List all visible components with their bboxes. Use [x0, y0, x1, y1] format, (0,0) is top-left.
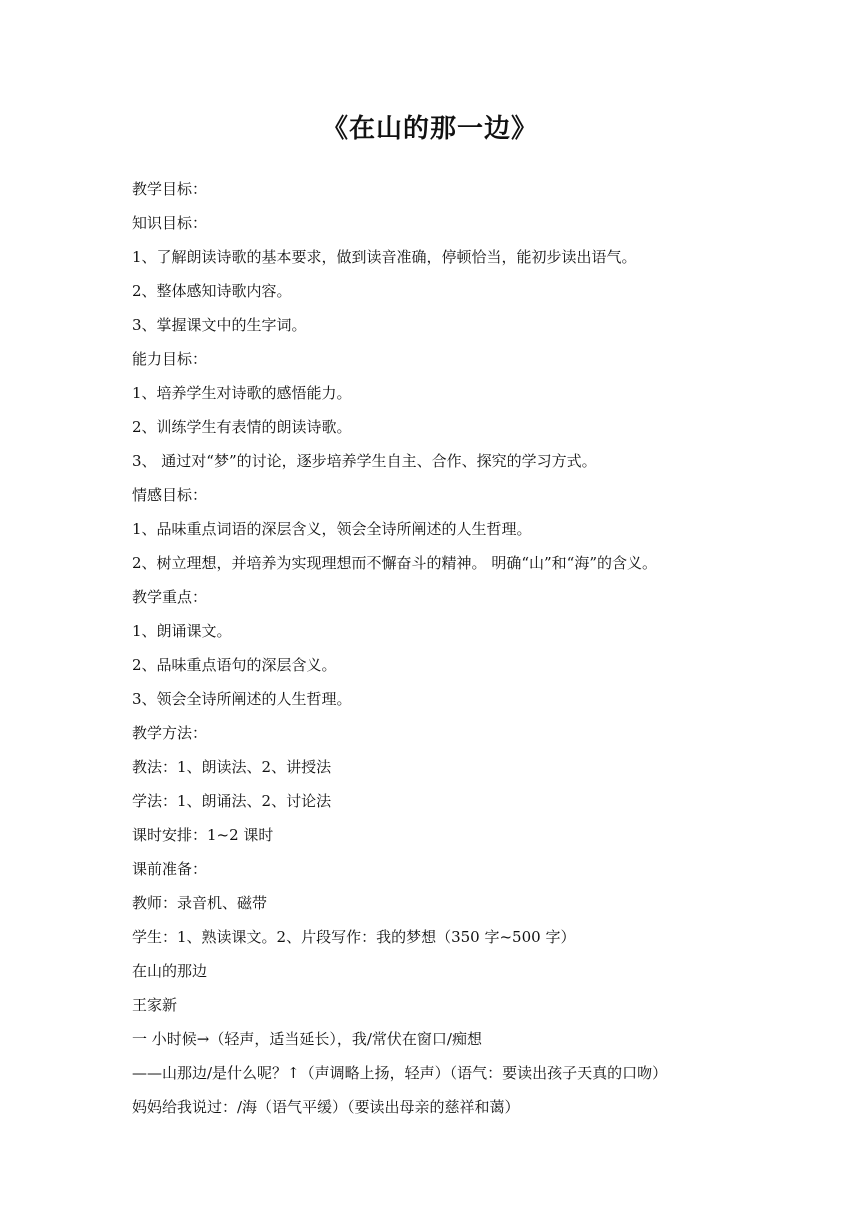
- text-line: 3、掌握课文中的生字词。: [132, 316, 307, 334]
- text-line: 3、领会全诗所阐述的人生哲理。: [132, 690, 352, 708]
- text-line: 教学目标：: [132, 180, 208, 198]
- text-line: 王家新: [132, 996, 178, 1014]
- text-line: 2、训练学生有表情的朗读诗歌。: [132, 418, 352, 436]
- text-line: 课时安排：1~2 课时: [132, 826, 274, 844]
- text-line: 1、了解朗读诗歌的基本要求，做到读音准确，停顿恰当，能初步读出语气。: [132, 248, 637, 266]
- text-line: 教学方法：: [132, 724, 208, 742]
- text-line: 课前准备：: [132, 860, 208, 878]
- text-line: 教法：1、朗读法、2、讲授法: [132, 758, 332, 776]
- text-line: 学生：1、熟读课文。2、片段写作：我的梦想（350 字~500 字）: [132, 928, 576, 946]
- text-line: 3、 通过对“梦”的讨论，逐步培养学生自主、合作、探究的学习方式。: [132, 452, 597, 470]
- text-line: 教学重点：: [132, 588, 208, 606]
- text-line: 2、整体感知诗歌内容。: [132, 282, 292, 300]
- text-line: 1、朗诵课文。: [132, 622, 232, 640]
- text-line: 1、品味重点词语的深层含义，领会全诗所阐述的人生哲理。: [132, 520, 532, 538]
- text-line: 在山的那边: [132, 962, 208, 980]
- document-title: 《在山的那一边》: [321, 114, 538, 144]
- text-line: 2、品味重点语句的深层含义。: [132, 656, 337, 674]
- text-line: 情感目标：: [132, 486, 208, 504]
- text-line: 一 小时候→（轻声，适当延长），我/常伏在窗口/痴想: [132, 1030, 482, 1048]
- text-line: 妈妈给我说过：/海（语气平缓）（要读出母亲的慈祥和蔼）: [132, 1098, 520, 1116]
- text-line: 知识目标：: [132, 214, 208, 232]
- text-line: ——山那边/是什么呢？↑（声调略上扬，轻声）（语气：要读出孩子天真的口吻）: [132, 1064, 668, 1082]
- text-line: 教师：录音机、磁带: [132, 894, 268, 912]
- text-line: 能力目标：: [132, 350, 208, 368]
- text-line: 2、树立理想，并培养为实现理想而不懈奋斗的精神。 明确“山”和“海”的含义。: [132, 554, 657, 572]
- text-line: 1、培养学生对诗歌的感悟能力。: [132, 384, 352, 402]
- text-line: 学法：1、朗诵法、2、讨论法: [132, 792, 332, 810]
- document-body: [132, 172, 772, 1124]
